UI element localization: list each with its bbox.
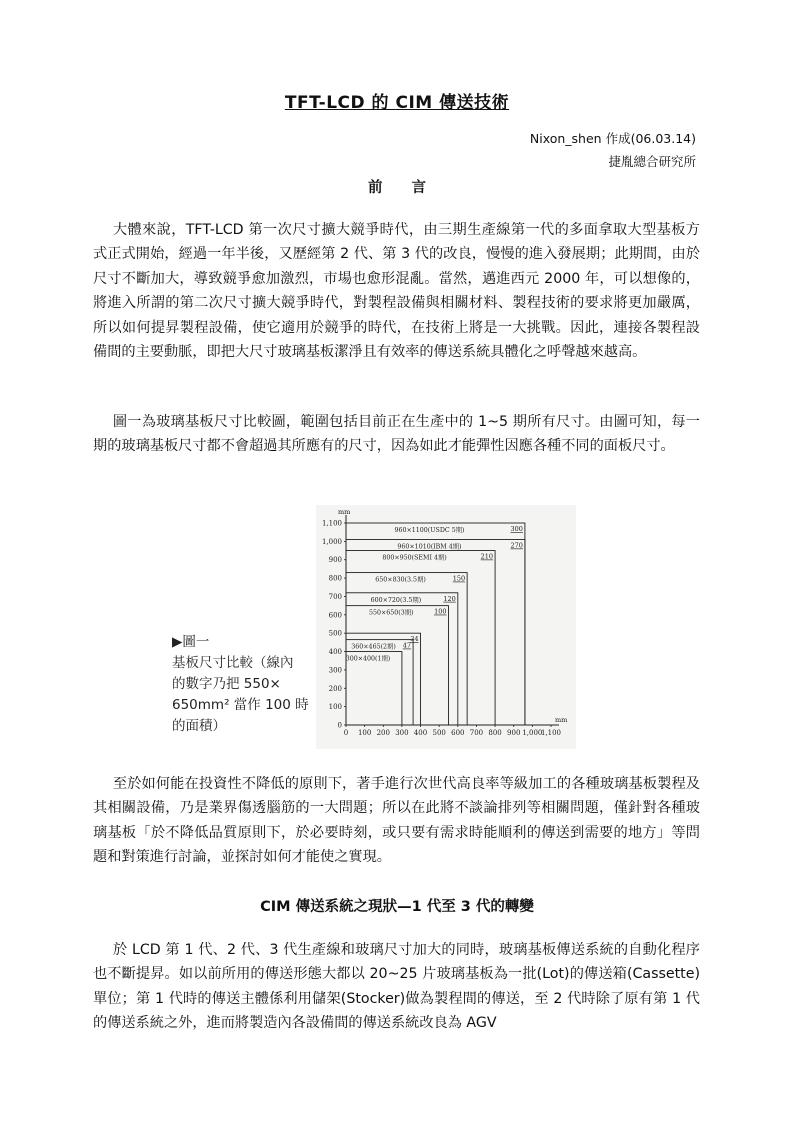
y-tick-label: 400 — [328, 648, 342, 657]
substrate-rect — [346, 523, 525, 725]
y-tick-label: 1,000 — [321, 537, 342, 546]
paragraph-1: 大體來說，TFT-LCD 第一次尺寸擴大競爭時代，由三期生產線第一代的多面拿取大型基板方式正式開始，經過一年半後，又歷經第 2 代、第 3 代的改良，慢慢的進入發展期；此期間，由於尺寸不斷加大，導致競爭愈加激烈，市場也愈形混亂。當然，邁進西元 2000 年，可以想像的，將進入所謂的第二次尺寸擴大競爭時代，對製程設備與相關材料、製程技術的要求將更加嚴厲，所以如何提昇製程設備，使它適用於競爭的時代，在技術上將是一大挑戰。因此，連接各製程設備間的主要動脈，即把大尺寸玻璃基板潔淨且有效率的傳送系統具體化之呼聲越來越高。 — [93, 222, 700, 361]
paragraph-2: 圖一為玻璃基板尺寸比較圖，範圍包括目前正在生產中的 1~5 期所有尺寸。由圖可知，每一期的玻璃基板尺寸都不會超過其所應有的尺寸，因為如此才能彈性因應各種不同的面板尺寸。 — [93, 414, 700, 455]
x-tick-label: 200 — [376, 729, 390, 737]
x-tick-label: 400 — [413, 729, 428, 737]
x-tick-label: 600 — [451, 729, 465, 737]
x-tick-label: 1,000 — [522, 729, 543, 737]
x-tick-label: 800 — [488, 729, 502, 737]
y-tick-label: 100 — [328, 703, 342, 712]
y-tick-label: 700 — [328, 592, 342, 601]
substrate-label: 360×465(2期) — [351, 643, 396, 651]
substrate-rect — [346, 652, 402, 725]
x-tick-label: 500 — [432, 729, 446, 737]
substrate-rect — [346, 606, 449, 725]
x-unit-label: mm — [555, 716, 568, 724]
paragraph-4: 於 LCD 第 1 代、2 代、3 代生產線和玻璃尺寸加大的同時，玻璃基板傳送系統的自動化程序也不斷提昇。如以前所用的傳送形態大都以 20~25 片玻璃基板為一批(Lot)的傳送箱(Cassette)單位；第 1 代時的傳送主體係利用儲架(Stocker)做為製程間的傳送，至 2 代時除了原有第 1 代的傳送系統之外，進而將製造內各設備間的傳送系統改良為 AGV — [93, 942, 700, 1032]
author-line: Nixon_shen 作成(06.03.14) — [529, 131, 696, 146]
y-tick-label: 1,100 — [321, 519, 342, 528]
y-tick-label: 500 — [328, 629, 342, 638]
area-ratio-label: 120 — [443, 594, 456, 603]
substrate-size-chart — [316, 505, 576, 749]
area-ratio-label: 270 — [510, 541, 523, 550]
area-ratio-label: 100 — [434, 607, 447, 616]
y-tick-label: 900 — [328, 556, 342, 565]
substrate-rect — [346, 540, 525, 725]
caption-line: 基板尺寸比較（線內 — [172, 655, 294, 671]
substrate-label: 650×830(3.5期) — [375, 576, 426, 584]
figure-caption — [172, 632, 312, 737]
x-tick-label: 900 — [507, 729, 521, 737]
x-tick-label: 300 — [395, 729, 409, 737]
y-tick-label: 600 — [328, 611, 342, 620]
substrate-label: 960×1100(USDC 5期) — [394, 527, 465, 534]
y-tick-label: 300 — [328, 666, 342, 675]
area-ratio-label: 210 — [480, 552, 494, 561]
document-title: TFT-LCD 的 CIM 傳送技術 — [284, 93, 510, 113]
y-tick-label: 0 — [337, 721, 342, 730]
x-tick-label: 100 — [357, 729, 372, 737]
substrate-label: 300×400(1期) — [345, 655, 391, 663]
area-ratio-label: 34 — [410, 635, 419, 644]
area-ratio-label: 47 — [402, 641, 412, 650]
substrate-label: 550×650(3期) — [368, 609, 414, 617]
y-unit-label: mm — [338, 508, 351, 516]
caption-line: ▶圖一 — [172, 634, 210, 650]
section-heading-cim: CIM 傳送系統之現狀—1 代至 3 代的轉變 — [260, 899, 534, 915]
y-tick-label: 200 — [328, 684, 342, 693]
organization-line: 捷胤總合研究所 — [608, 154, 696, 169]
substrate-label: 800×950(SEMI 4期) — [382, 554, 447, 562]
caption-line: 的數字乃把 550× — [172, 676, 281, 692]
substrate-label: 600×720(3.5期) — [370, 596, 422, 604]
x-tick-label: 0 — [343, 729, 349, 737]
caption-line: 的面積） — [172, 718, 226, 734]
area-ratio-label: 150 — [452, 574, 466, 583]
area-ratio-label: 300 — [510, 525, 523, 533]
substrate-label: 960×1010(IBM 4期) — [397, 543, 462, 551]
x-tick-label: 1,100 — [540, 729, 562, 737]
section-heading-preface: 前 言 — [368, 180, 426, 196]
y-tick-label: 800 — [328, 574, 342, 583]
substrate-size-figure — [316, 505, 576, 749]
substrate-rect — [346, 640, 413, 725]
caption-line: 650mm² 當作 100 時 — [172, 697, 309, 713]
x-tick-label: 700 — [469, 729, 484, 737]
paragraph-3: 至於如何能在投資性不降低的原則下，著手進行次世代高良率等級加工的各種玻璃基板製程及其相關設備，乃是業界傷透腦筋的一大問題；所以在此將不談論排列等相關問題，僅針對各種玻璃基板「於不降低品質原則下，於必要時刻，或只要有需求時能順利的傳送到需要的地方」等問題和對策進行討論，並探討如何才能使之實現。 — [93, 776, 700, 866]
